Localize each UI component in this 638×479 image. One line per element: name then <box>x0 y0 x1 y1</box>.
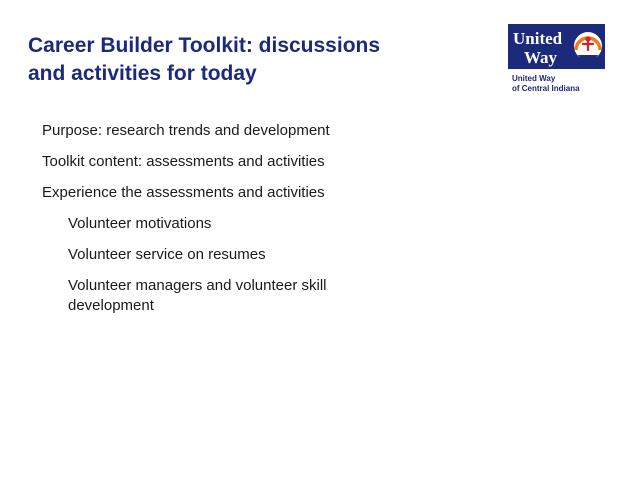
slide-title-line-2: and activities for today <box>28 62 257 85</box>
logo-caption <box>512 74 580 94</box>
slide-title <box>28 32 468 88</box>
bullet-list <box>42 121 442 327</box>
bullet-item: Toolkit content: assessments and activities <box>42 153 325 170</box>
logo-caption-line-1: United Way <box>512 74 556 83</box>
sub-bullet-item: Volunteer managers and volunteer skill development <box>68 277 327 314</box>
bullet-item: Experience the assessments and activities <box>42 184 325 201</box>
bullet-item: Purpose: research trends and development <box>42 122 330 139</box>
united-way-logo-icon <box>508 24 605 69</box>
logo-wordmark-line-2: Way <box>524 48 558 67</box>
united-way-logo <box>508 24 618 94</box>
logo-caption-line-2: of Central Indiana <box>512 84 580 93</box>
logo-wordmark-line-1: United <box>513 29 563 48</box>
sub-bullet-item: Volunteer service on resumes <box>68 246 266 263</box>
slide-title-line-1: Career Builder Toolkit: discussions <box>28 34 381 57</box>
sub-bullet-item: Volunteer motivations <box>68 215 212 232</box>
